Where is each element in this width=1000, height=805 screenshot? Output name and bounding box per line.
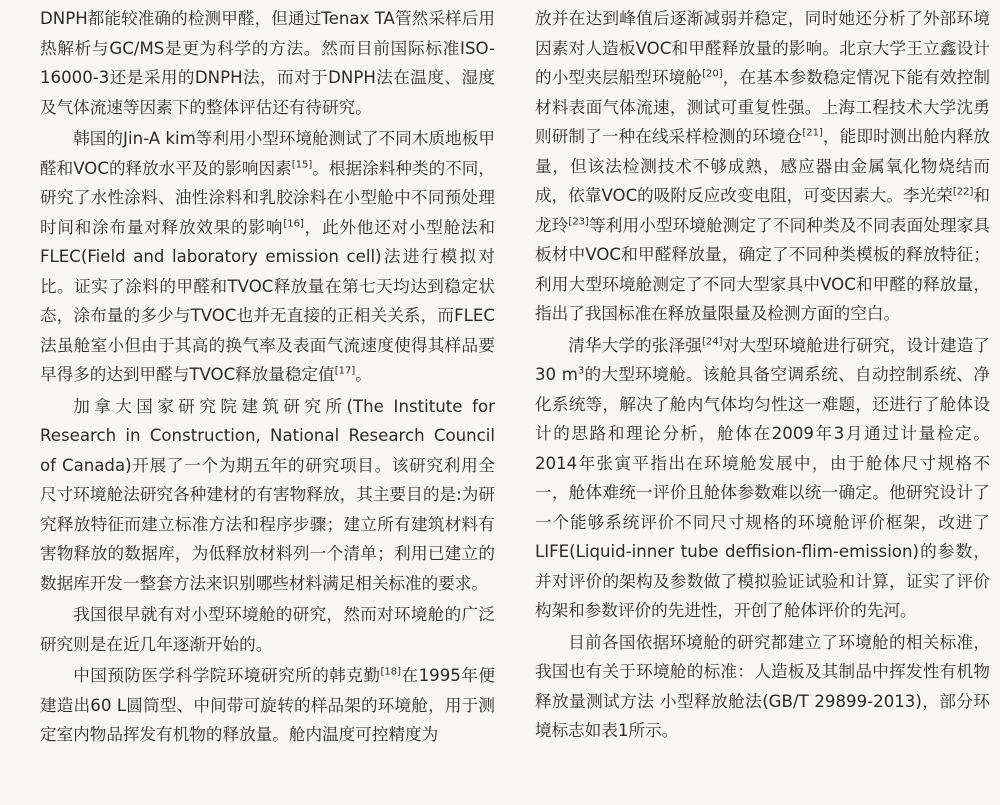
text-segment: ，能即时测出舱内释放量，但该法检测技术不够成熟，感应器由金属氧化物烧结而成，依靠VOC的吸附反应改变电阻，可变因素大。李光荣 <box>535 127 991 205</box>
text-segment: 等利用小型环境舱测定了不同种类及不同表面处理家具板材中VOC和甲醛释放量，确定了不同种类模板的释放特征；利用大型环境舱测定了不同大型家具中VOC和甲醛的释放量，指出了我国标准在释放量限量及检测方面的空白。 <box>535 215 990 323</box>
citation-22[interactable]: [22] <box>952 186 974 198</box>
citation-20[interactable]: [20] <box>702 68 723 80</box>
text-segment: 的大型环境舱。该舱具备空调系统、自动控制系统、净化系统等，解决了舱内气体均匀性这一难题，还进行了舱体设计的思路和理论分析，舱体在2009年3月通过计量检定。2014年张寅平指出在环境舱发展中，由于舱体尺寸规格不一，舱体难统一评价且舱体参数难以统一确定。他研究设计了一个能够系统评价不同尺寸规格的环境舱评价框架，改进了LIFE(Liquid-inner tube deffision-flim-emission)的参数，并对评价的架构及参数做了模拟验证试验和计算，证实了评价构架和参数评价的先进性，开创了舱体评价的先河。 <box>535 365 990 620</box>
text-segment: 对大型环境舱进行研究，设计建造了30 m <box>535 335 991 384</box>
text-segment: ，此外他还对小型舱法和FLEC(Field and laboratory emission cell)法进行模拟对比。证实了涂料的甲醛和TVOC释放量在第七天均达到稳定状态，涂布量的多少与TVOC也并无直接的正相关关系，而FLEC法虽舱室小但由于其高的换气率及表面气流速度使得其样品要早得多的达到甲醛与TVOC释放量稳定值 <box>40 217 496 384</box>
paragraph-china-intro: 我国很早就有对小型环境舱的研究，然而对环境舱的广泛研究则是在近几年逐渐开始的。 <box>40 605 495 654</box>
text-segment: 和龙玲 <box>535 186 990 235</box>
citation-15[interactable]: [15] <box>291 158 313 170</box>
right-column <box>535 4 990 805</box>
paragraph-korea-study <box>40 124 495 390</box>
superscript-cubic: 3 <box>577 365 585 377</box>
citation-24[interactable]: [24] <box>701 335 723 347</box>
paragraph-chamber-designs <box>535 4 990 329</box>
paragraph-dnph: DNPH都能较准确的检测甲醛，但通过Tenax TA管然采样后用热解析与GC/MS是更为科学的方法。然而目前国际标准ISO-16000-3还是采用的DNPH法，而对于DNPH法在温度、湿度及气体流速等因素下的整体评估还有待研究。 <box>40 9 495 117</box>
text-segment: 中国预防医学科学院环境研究所的韩克勤 <box>73 666 381 685</box>
left-column <box>40 4 495 805</box>
text-segment: 韩国的Jin-A kim等利用小型环境舱测试了不同木质地板甲醛和VOC的释放水平及的影响因素 <box>40 129 495 178</box>
paragraph-canada-study: 加拿大国家研究院建筑研究所(The Institute for Research in Construction, National Research Council of Canada)开展了一个为期五年的研究项目。该研究利用全尺寸环境舱法研究各种建材的有害物释放，其主要目的是:为研究释放特征而建立标准方法和程序步骤；建立所有建筑材料有害物释放的数据库，为低释放材料列一个清单；利用已建立的数据库开发一整套方法来识别哪些材料满足相关标准的要求。 <box>40 396 495 593</box>
citation-18[interactable]: [18] <box>380 666 402 678</box>
citation-21[interactable]: [21] <box>802 127 823 139</box>
citation-17[interactable]: [17] <box>334 365 356 377</box>
text-segment: 在1995年便建造出60 L圆筒型、中间带可旋转的样品架的环境舱，用于测定室内物品挥发有机物的释放量。舱内温度可控精度为 <box>40 666 495 744</box>
text-segment: 。 <box>355 365 372 384</box>
citation-23[interactable]: [23] <box>568 215 589 227</box>
text-segment: ，在基本参数稳定情况下能有效控制材料表面气体流速，测试可重复性强。上海工程技术大学沈勇则研制了一种在线采样检测的环境仓 <box>535 68 991 146</box>
text-segment: 放并在达到峰值后逐渐减弱并稳定，同时她还分析了外部环境因素对人造板VOC和甲醛释放量的影响。北京大学王立鑫设计的小型夹层船型环境舱 <box>535 9 990 87</box>
citation-16[interactable]: [16] <box>283 217 304 229</box>
paragraph-tsinghua-study <box>535 331 990 626</box>
text-segment: 。根据涂料种类的不同，研究了水性涂料、油性涂料和乳胶涂料在小型舱中不同预处理时间和涂布量对释放效果的影响 <box>40 158 496 237</box>
text-segment: 清华大学的张泽强 <box>568 335 702 355</box>
paragraph-han-keqin <box>40 661 495 750</box>
paragraph-standards: 目前各国依据环境舱的研究都建立了环境舱的相关标准，我国也有关于环境舱的标准：人造板及其制品中挥发性有机物释放量测试方法 小型释放舱法(GB/T 29899-2013)，部分环境标志如表1所示。 <box>535 632 990 740</box>
